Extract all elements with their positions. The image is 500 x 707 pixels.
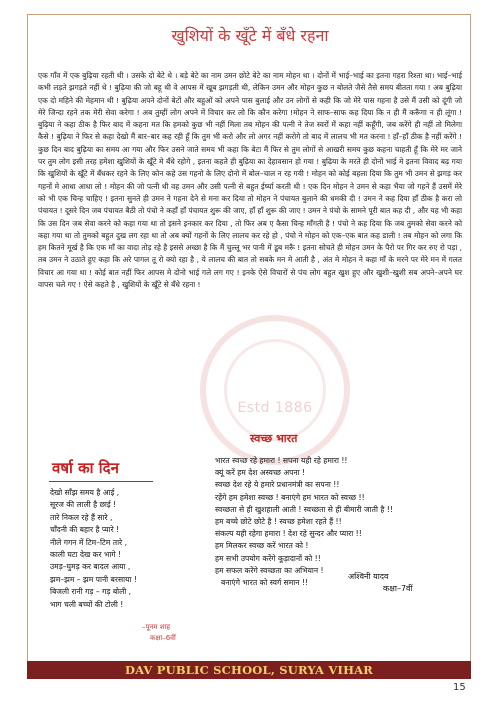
rain-poem-title: वर्षा का दिन	[52, 459, 119, 477]
cleanliness-poem	[215, 455, 475, 589]
school-banner	[27, 661, 471, 679]
poem-line: काली घटा देख कर भागे !	[50, 550, 122, 560]
poem-line: हम सभी उपयोग करेंगे कूड़ादानों को !!	[215, 553, 321, 563]
cleanliness-poem-author: अश्विनी यादव	[348, 572, 389, 581]
poem-line: भाग चली बच्चों की टोली !	[50, 599, 124, 609]
poem-line: स्वच्छ देश रहे ये हमारे प्रधानमंत्री का सपना !!	[215, 480, 340, 490]
poem-line: स्वच्छता से ही खुशहाली आती ! स्वच्छता से ही बीमारी जाती है !!	[215, 504, 393, 514]
poem-line: बिजली रानी गड़ – गड़ बोली ,	[50, 587, 132, 597]
page-number: 15	[453, 682, 466, 693]
seal-inner-ring	[224, 339, 326, 441]
poem-line: हम मिलकर स्वच्छ करें भारत को !	[215, 541, 309, 551]
rain-poem	[50, 487, 210, 611]
rain-poem-class: कक्षा–6वीं	[150, 634, 176, 642]
poem-line: नीले गगन में टिम–टिम तारे ,	[50, 537, 127, 547]
poem-line: संकल्प यही रहेगा हमारा ! देश रहे सुन्दर और प्यारा !!	[215, 529, 362, 539]
poem-line: भारत स्वच्छ रहे हमारा ! सपना यही रहे हमारा !!	[215, 456, 348, 465]
watermark-estd-text: Estd 1886	[237, 400, 313, 416]
story-body: एक गाँव में एक बुढ़िया रहती थी । उसके दो बेटे थे । बड़े बेटे का नाम उमन छोटे बेटे का नाम मोहन था । दोनों में भाई–भाई का इतना गहरा रिश्ता था। भाई–भाई कभी लड़ते झगड़ते नहीं थे ! बुढ़िया की जो बहू थी वे आपस में खूब झगड़ती थी, लेकिन उमन और मोहन कुछ न बोलते जैसे तैसे समय बीतता गया ! अब बुढ़िया एक दो महिने की मेहमान थी ! बुढ़िया अपने दोनों बेटों और बहुओं को अपने पास बुलाई और उन लोगों से कही कि जो मेरे पास गहना है उसे मैं उसी को दूंगी जो मेरे जिन्दा रहने तक मेरी सेवा करेगा ! अब तुम्हीं लोग अपने में विचार कर लो कि कौन करेगा !मोहन ने साफ–साफ कह दिया कि न ही मैं करूँगा न ही लूंगा ! बुढ़िया ने कहा ठीक है फिर बाद में कहना मत कि हमको कुछ भी नहीं मिला तब मोहन की पत्नी ने तेज स्वरों में कहा नहीं कहूँगी, जब करेंगे ही नहीं तो मिलेगा कैसे ! बुढ़िया ने फिर से कहा देखो मैं बार–बार कह रही हूँ कि तुम भी करो और लो अगर नहीं करोगे तो बाद में लालच भी मत करना ! हाँ–हाँ ठीक है नहीं करेंगे ! कुछ दिन बाद बुढ़िया का समय आ गया और फिर उसने जाते समय भी कहा कि बेटा मैं फिर से तुम लोगों से आखरी समय कुछ कहना चाहती हूँ कि मेरे मर जाने पर तुम लोग इसी तरह हमेशा खुशियों के खूँटे मे बँधे रहोगे , इतना कहते ही बुढ़िया का देहावसान हो गया ! बुढ़िया के मरते ही दोनों भाई मे इतना विवाद बढ़ गया कि खुशियों के खूँटे में बँधकर रहने के लिए कोन कहे उस गहनो के लिए दोनो में बोल–चाल न रह गयी ! मोहन को कोई बहला दिया कि तुम भी उमन से झगड़ कर गहनों मे आधा आधा लो ! मोहन की जो पत्नी थी वह उमन और उसी पत्नी से बहुत ईर्ष्या करती थी ! एक दिन मोहन ने उमन से कहा भैया जो गहने हैं उसमें मेरे को भी एक चिन्ह चाहिए ! इतना सुनते ही उमन ने गहना देने से मना कर दिया तो मोहन ने पंचायत बुलाने की धमकी दी ! उमन ने कह दिया हाँ ठीक है करा लो पंचायत ! दूसरे दिन जब पंचायत बैठी तो पंचो ने कहाँ हाँ पंचायत शुरू की जाए, हाँ हाँ शुरू की जाए ! उमन ने पंचो के सामने पूरी बात कह दी , और यह भी कहा कि उस दिन जब सेवा करने को कहा गया था तो इसने इनकार कर दिया , तो फिर अब ए कैसा चिन्ह माँगती है ! पंचो ने कह दिया कि जब तुमको सेवा करने को कहा गया था तो तुमको बहुत दुख लग रहा था तो अब क्यों गहनों के लिए लालच कर रहे हो , पंचो ने मोहन को एक–एक बात कह डाली ! तब मोहन को लगा कि हम कितने मूर्ख है कि एक माँ का वादा तोड़ रहे है इससे अच्छा है कि मैं चुल्लू भर पानी में डूब मरूँ ! इतना सोचते ही मोहन उमन के पैरो पर गिर कर रुए रो पड़ा , तब उमन ने उठाते हुए कहा कि अरे पागल तू रो क्यो रहा है , ये लालच की बात तो सबके मन मे आती है , अंत मे मोहन ने कहा माँ के मरने पर मेरे मन में गलत विचार आ गया था ! कोई बात नहीं फिर आपस मे दोनो भाई गले लग गए ! इनके ऐसे विचारों से पंच लोग बहुत खुश हुए और खुशी–खुशी सब अपने–अपने घर वापस चले गए ! ऐसे कहते है , खुशियों के खूँटे से बँधे रहना !	[38, 71, 462, 290]
school-name: DAV PUBLIC SCHOOL, SURYA VIHAR	[124, 663, 374, 677]
cleanliness-poem-class: कक्षा–7वीं	[383, 584, 413, 593]
poem-line: तारे निकल रहे हैं सारे ,	[50, 512, 113, 522]
poem-line: सूरज की लाली है छाई !	[50, 500, 117, 510]
rain-title-underline	[49, 481, 153, 482]
poem-line: बनाएंगे भारत को स्वर्ग समान !!	[221, 578, 308, 588]
cleanliness-poem-title: स्वच्छ भारत	[250, 432, 298, 445]
poem-line: चाँदनी की बहार है प्यारे !	[50, 525, 120, 535]
poem-line: क्यूं करें हम देश अस्वच्छ अपना !	[215, 468, 306, 478]
poem-line: हम बच्चे छोटे छोटे है ! स्वच्छ हमेशा रहते हैं !!	[215, 517, 342, 527]
story-title: खुशियों के खूँटे में बँधे रहना	[171, 26, 329, 45]
poem-line: हम सफल करेंगे स्वच्छता का अभियान !	[215, 565, 324, 575]
poem-line: रहेंगे हम हमेशा स्वच्छ ! बनाएंगे हम भारत को स्वच्छ !!	[215, 492, 365, 502]
rain-poem-author: –पूनम शाह	[142, 623, 171, 631]
poem-line: झम–झम – झम पानी बरसाया !	[50, 574, 137, 584]
poem-line: उमड़–घुमड़ कर बादल आया ,	[50, 562, 131, 572]
poem-line: देखो साँझ समय है आई ,	[50, 488, 120, 497]
